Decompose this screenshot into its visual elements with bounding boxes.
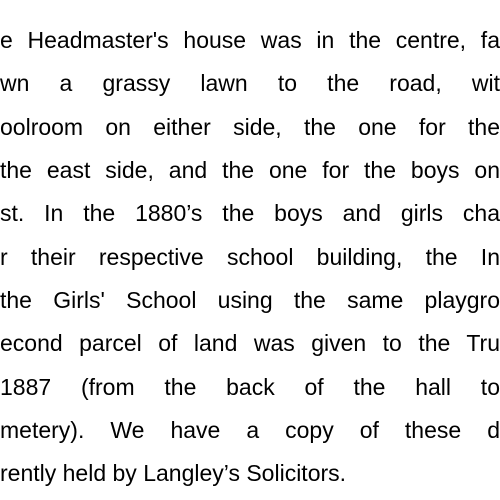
text-line-4: the east side, and the one for the boys on	[0, 157, 500, 183]
text-line-5: st. In the 1880’s the boys and girls cha	[0, 200, 500, 226]
text-line-8: econd parcel of land was given to the Tru	[0, 330, 500, 356]
text-line-1: e Headmaster's house was in the centre, fa	[0, 27, 500, 53]
text-line-9: 1887 (from the back of the hall to	[0, 374, 500, 400]
text-line-2: wn a grassy lawn to the road, wit	[0, 70, 500, 96]
text-line-7: the Girls' School using the same playgro	[0, 287, 500, 313]
text-line-10: metery). We have a copy of these d	[0, 417, 500, 443]
text-line-11: rently held by Langley’s Solicitors.	[0, 460, 347, 486]
text-line-3: oolroom on either side, the one for the	[0, 114, 500, 140]
text-line-6: r their respective school building, the In	[0, 244, 500, 270]
